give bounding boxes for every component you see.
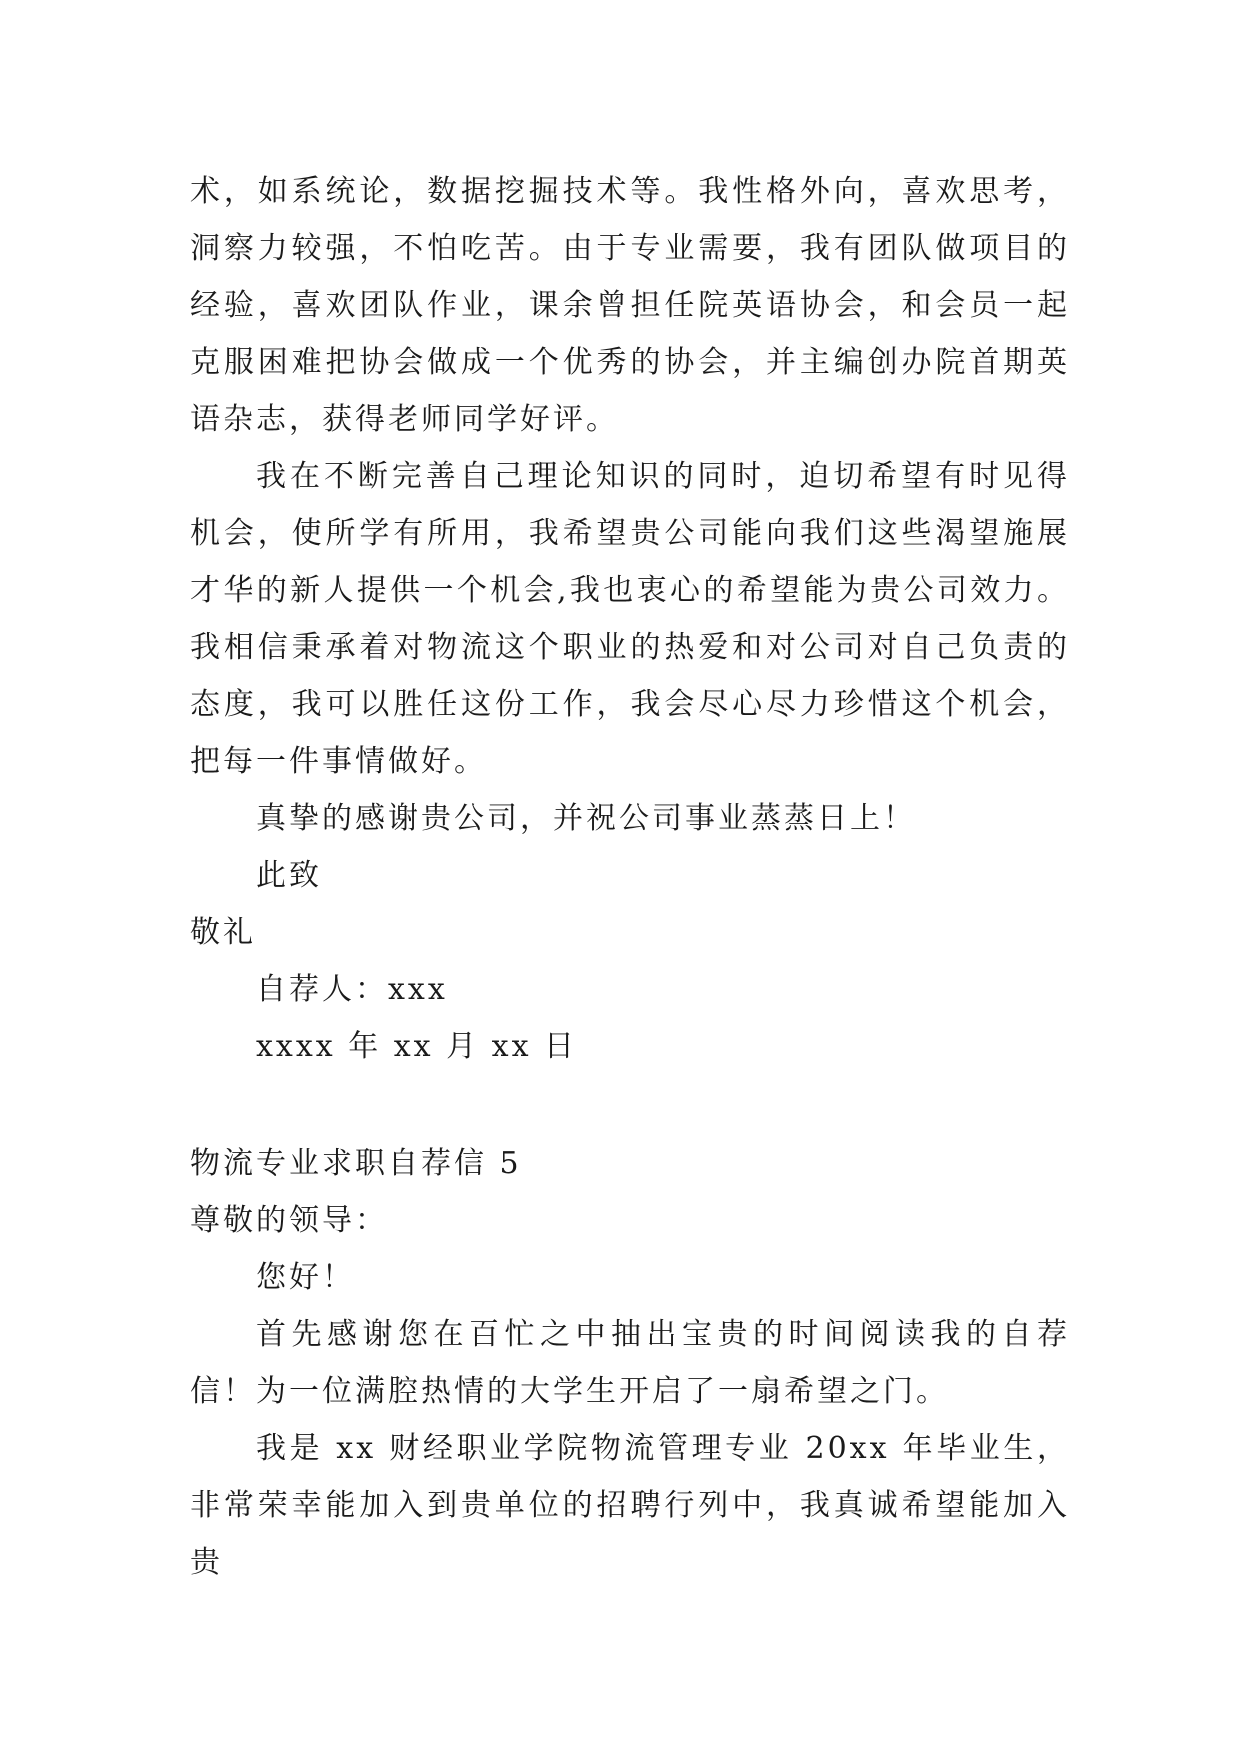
signature-line: 自荐人：xxx [256, 972, 448, 1007]
paragraph-1: 首先感谢您在百忙之中抽出宝贵的时间阅读我的自荐信！为一位满腔热情的大学生开启了一扇希望之门。 [190, 1317, 1070, 1409]
salutation: 尊敬的领导： [190, 1203, 388, 1238]
paragraph-2: 我是 xx 财经职业学院物流管理专业 20xx 年毕业生，非常荣幸能加入到贵单位的招聘行列中，我真诚希望能加入贵 [190, 1431, 1070, 1580]
paragraph-continued: 术，如系统论，数据挖掘技术等。我性格外向，喜欢思考，洞察力较强，不怕吃苦。由于专业需要，我有团队做项目的经验，喜欢团队作业，课余曾担任院英语协会，和会员一起克服困难把协会做成一个优秀的协会，并主编创办院首期英语杂志，获得老师同学好评。 [190, 174, 1070, 437]
section-gap [190, 1075, 1070, 1135]
closing-line-2: 敬礼 [190, 915, 256, 950]
section-title: 物流专业求职自荐信 5 [190, 1146, 522, 1181]
letter-body [190, 163, 1070, 1591]
greeting: 您好！ [256, 1260, 355, 1295]
paragraph-hope: 我在不断完善自己理论知识的同时，迫切希望有时见得机会，使所学有所用，我希望贵公司能向我们这些渴望施展才华的新人提供一个机会,我也衷心的希望能为贵公司效力。我相信秉承着对物流这个职业的热爱和对公司对自己负责的态度，我可以胜任这份工作，我会尽心尽力珍惜这个机会，把每一件事情做好。 [190, 459, 1070, 779]
closing-line-1: 此致 [256, 858, 322, 893]
date-line: xxxx 年 xx 月 xx 日 [256, 1029, 578, 1064]
thanks-line: 真挚的感谢贵公司，并祝公司事业蒸蒸日上！ [256, 801, 916, 836]
